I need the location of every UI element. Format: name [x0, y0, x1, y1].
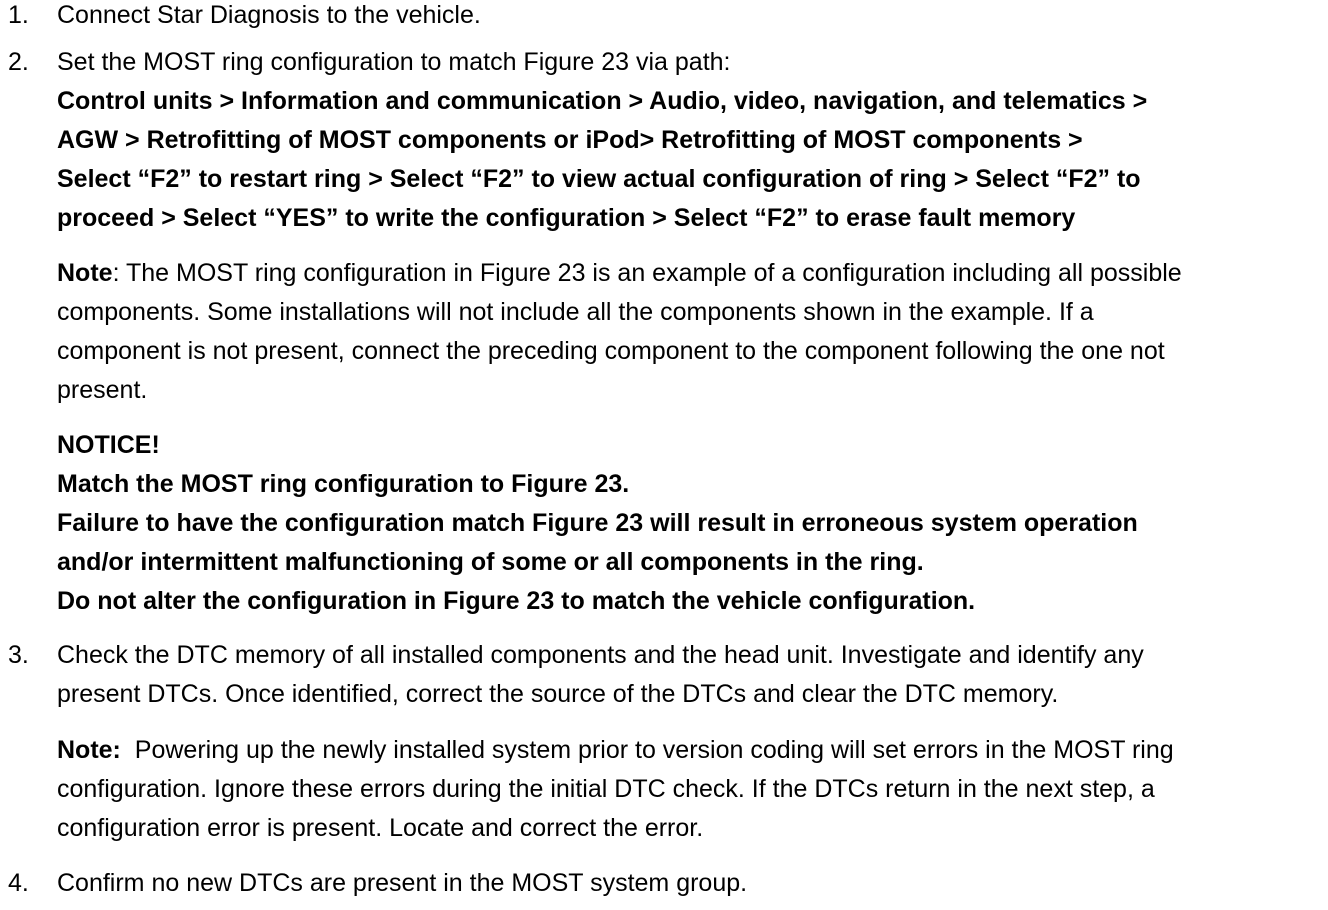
notice-text: Failure to have the configuration match Figure 23 will result in erroneous system operation: [57, 509, 1138, 537]
notice-text: Do not alter the configuration in Figure 23 to match the vehicle configuration.: [57, 587, 976, 615]
note-text: configuration. Ignore these errors during the initial DTC check. If the DTCs return in the next step, a: [57, 775, 1155, 803]
step-body: [57, 43, 1322, 238]
path-line: Select “F2” to restart ring > Select “F2” to view actual configuration of ring > Select “F2” to: [57, 165, 1141, 193]
step-text: Check the DTC memory of all installed components and the head unit. Investigate and identify any: [57, 641, 1144, 669]
notice-text: Match the MOST ring configuration to Figure 23.: [57, 470, 630, 498]
note-text: components. Some installations will not include all the components shown in the example. If a: [57, 298, 1094, 326]
step-number: 4.: [8, 869, 29, 897]
step-body: [57, 636, 1322, 714]
navigation-path: [57, 82, 1322, 238]
step-text: Set the MOST ring configuration to match Figure 23 via path:: [57, 48, 731, 76]
step-2-note: [57, 254, 1322, 410]
notice-text: and/or intermittent malfunctioning of some or all components in the ring.: [57, 548, 924, 576]
note-text: present.: [57, 376, 148, 404]
step-number: 2.: [8, 48, 29, 76]
step-number: 1.: [8, 1, 29, 29]
note-text: Powering up the newly installed system prior to version coding will set errors in the MOST ring: [120, 736, 1174, 764]
step-text: Connect Star Diagnosis to the vehicle.: [57, 1, 481, 29]
note-text: : The MOST ring configuration in Figure 23 is an example of a configuration including all possible: [112, 259, 1182, 287]
note-text: component is not present, connect the preceding component to the component following the one not: [57, 337, 1165, 365]
step-text: Confirm no new DTCs are present in the MOST system group.: [57, 869, 748, 897]
notice-block: [57, 426, 1322, 621]
note-label: Note:: [57, 736, 121, 764]
note-text: configuration error is present. Locate and correct the error.: [57, 814, 704, 842]
step-number: 3.: [8, 641, 29, 669]
path-line: Control units > Information and communication > Audio, video, navigation, and telematics >: [57, 87, 1148, 115]
notice-heading: NOTICE!: [57, 431, 160, 459]
path-line: AGW > Retrofitting of MOST components or iPod> Retrofitting of MOST components >: [57, 126, 1083, 154]
path-line: proceed > Select “YES” to write the configuration > Select “F2” to erase fault memory: [57, 204, 1076, 232]
note-label: Note: [57, 259, 113, 287]
step-text: present DTCs. Once identified, correct the source of the DTCs and clear the DTC memory.: [57, 680, 1059, 708]
step-3-note: [57, 731, 1322, 848]
